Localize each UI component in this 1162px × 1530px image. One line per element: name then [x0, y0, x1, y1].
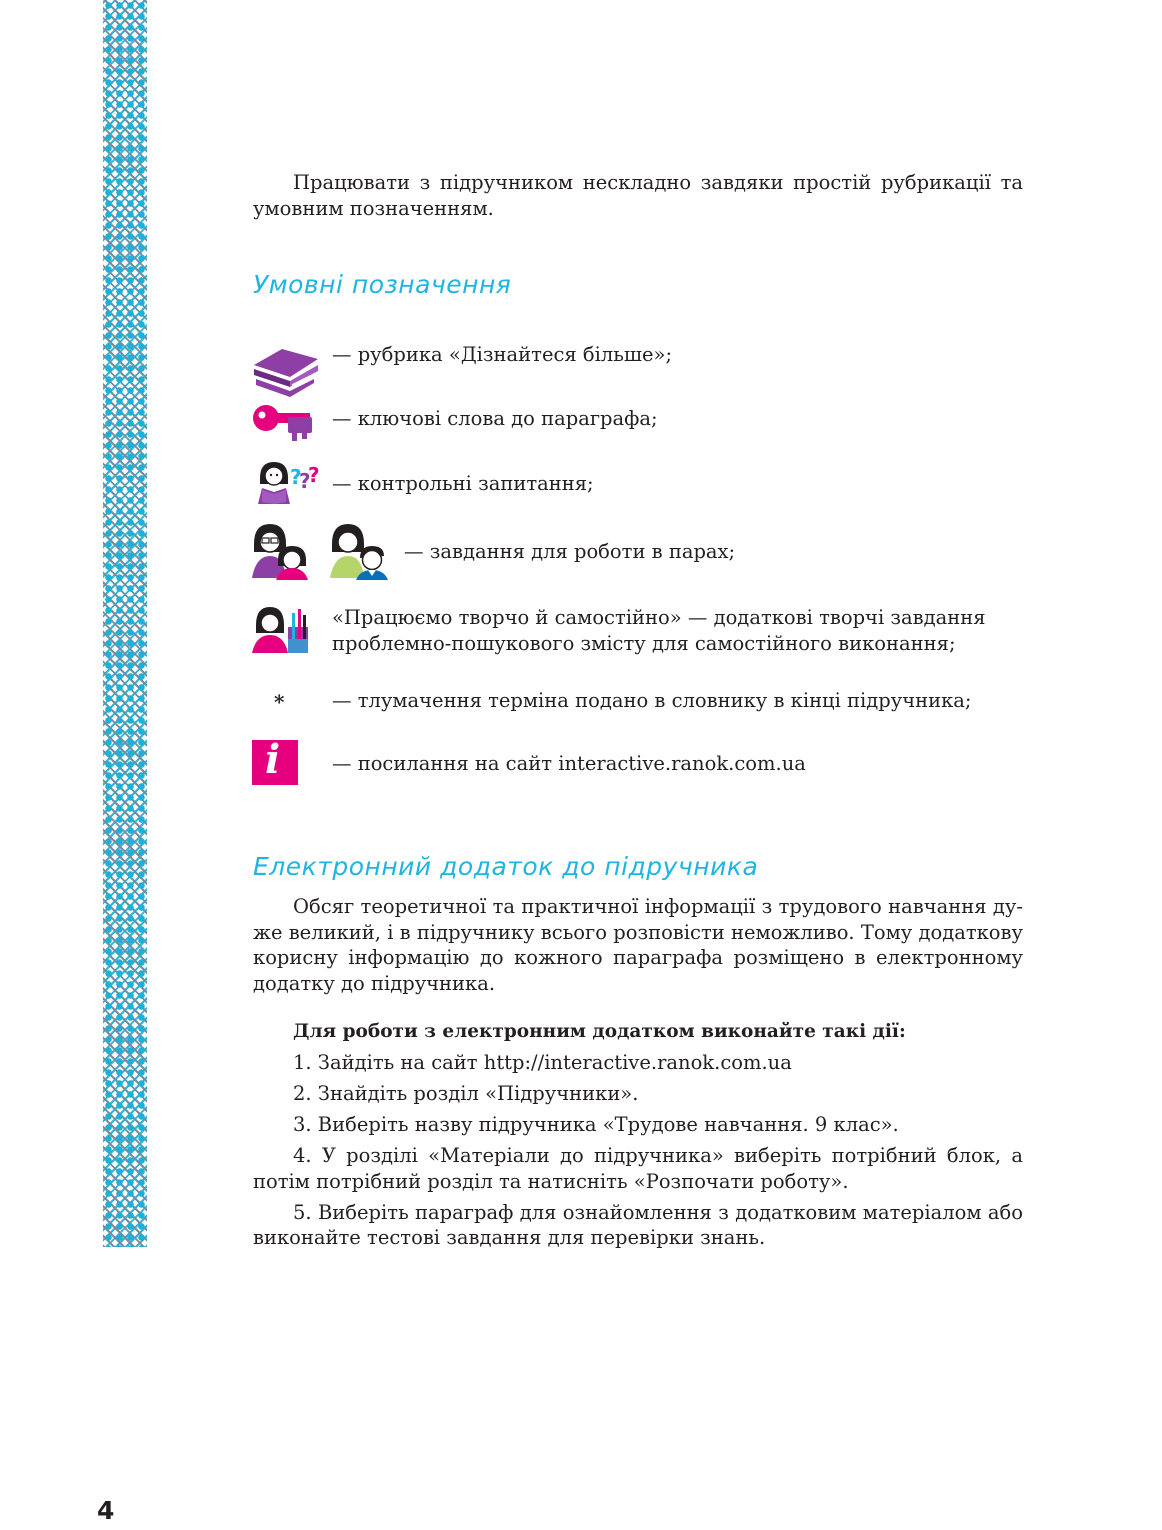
reader-questions-icon — [252, 458, 318, 506]
pair-teacher-student-icon — [252, 522, 312, 580]
legend-creative-text: «Працюємо творчо й самостійно» — додаткові творчі завдання проблемно-пошукового змісту для самостійного виконання; — [332, 606, 986, 655]
legend-row-asterisk — [252, 688, 1032, 718]
intro-text — [253, 170, 1023, 221]
page-number: 4 — [97, 1496, 115, 1525]
svg-text:?: ? — [308, 463, 320, 487]
legend-heading: Умовні позначення — [253, 270, 512, 299]
asterisk-icon: * — [274, 690, 285, 714]
legend-row-info — [252, 736, 1032, 788]
intro-paragraph: Працювати з підручником нескладно завдяки простій рубрикації та умовним позначенням. — [253, 171, 1023, 220]
step-item: 4. У розділі «Матеріали до підручника» виберіть потрібний блок, а потім потрібний розділ та натисніть «Розпочати роботу». — [253, 1144, 1023, 1193]
step-item: 2. Знайдіть розділ «Підручники». — [293, 1082, 639, 1105]
book-icon — [252, 345, 320, 399]
legend-pairs-text: — завдання для роботи в парах; — [404, 540, 736, 563]
steps-list — [253, 1019, 1023, 1256]
key-icon — [252, 403, 314, 445]
legend-book-text: — рубрика «Дізнайтеся більше»; — [332, 343, 673, 366]
svg-text:?: ? — [290, 465, 302, 489]
svg-text:?: ? — [299, 469, 311, 493]
legend-questions-text: — контрольні запитання; — [332, 472, 594, 495]
legend-row-pairs — [252, 522, 1032, 582]
step-item: 1. Зайдіть на сайт http://interactive.ranok.com.ua — [293, 1051, 792, 1074]
step-item: 5. Виберіть параграф для ознайомлення з додатковим матеріалом або виконайте тестові завдання для перевірки знань. — [253, 1200, 1023, 1249]
legend-key-text: — ключові слова до параграфа; — [332, 407, 658, 430]
info-icon — [252, 736, 298, 785]
creative-work-icon — [252, 605, 310, 655]
legend-row-creative — [252, 603, 1032, 659]
legend-row-questions — [252, 458, 1032, 508]
eapp-paragraph: Обсяг теоретичної та практичної інформації з трудового навчання дуже великий, і в підручнику всього розповісти неможливо. Тому додаткову корисну інформацію до кожного параграфа розміщено в електронному додатку до підручника. — [253, 895, 1023, 995]
pair-students-icon — [330, 522, 392, 580]
legend-row-book — [252, 340, 1032, 400]
step-item: 3. Виберіть назву підручника «Трудове навчання. 9 клас». — [293, 1113, 899, 1136]
legend-asterisk-text: — тлумачення терміна подано в словнику в кінці підручника; — [332, 689, 972, 712]
eapp-heading: Електронний додаток до підручника — [253, 852, 759, 881]
legend-row-key — [252, 403, 1032, 448]
ornament-border — [103, 0, 147, 1247]
eapp-text — [253, 894, 1023, 996]
legend-info-text: — посилання на сайт interactive.ranok.com.ua — [332, 752, 806, 775]
steps-lead: Для роботи з електронним додатком виконайте такі дії: — [293, 1021, 906, 1042]
info-icon-letter: i — [265, 736, 281, 783]
